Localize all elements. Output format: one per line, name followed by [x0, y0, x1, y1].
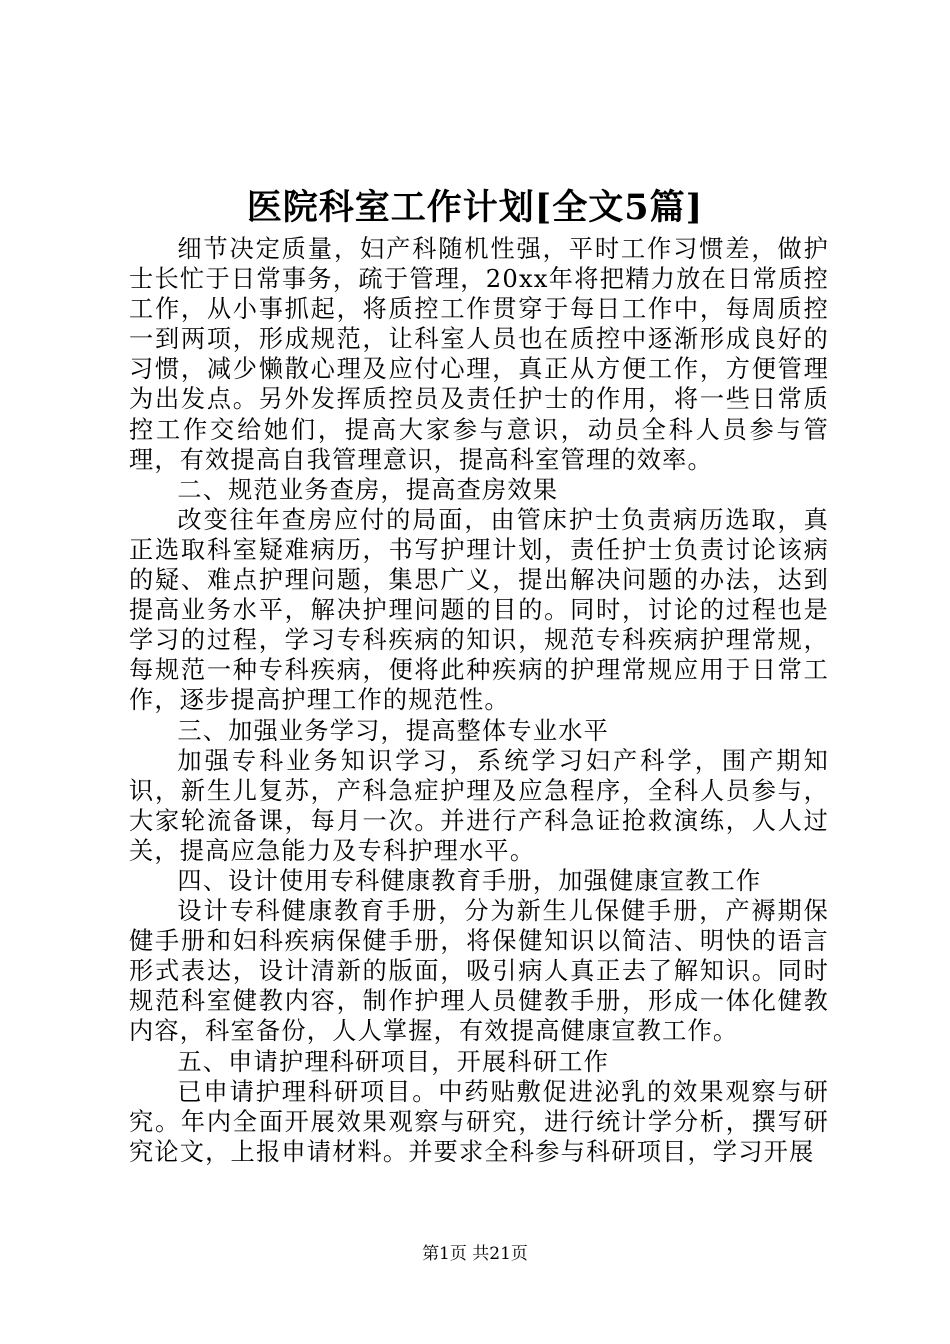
section-heading-2: 二、规范业务查房，提高查房效果 — [177, 475, 559, 504]
paragraph-4: 设计专科健康教育手册，分为新生儿保健手册，产褥期保健手册和妇科疾病保健手册，将保健知识以简洁、明快的语言形式表达，设计清新的版面，吸引病人真正去了解知识。同时规范科室健教内容，制作护理人员健教手册，形成一体化健教内容，科室备份，人人掌握，有效提高健康宣教工作。 — [129, 897, 829, 1046]
section-heading-4: 四、设计使用专科健康教育手册，加强健康宣教工作 — [177, 866, 762, 895]
section-heading-5: 五、申请护理科研项目，开展科研工作 — [177, 1047, 609, 1076]
paragraph-intro: 细节决定质量，妇产科随机性强，平时工作习惯差，做护士长忙于日常事务，疏于管理，20xx年将把精力放在日常质控工作，从小事抓起，将质控工作贯穿于每日工作中，每周质控一到两项，形成规范，让科室人员也在质控中逐渐形成良好的习惯，减少懒散心理及应付心理，真正从方便工作，方便管理为出发点。另外发挥质控员及责任护士的作用，将一些日常质控工作交给她们，提高大家参与意识，动员全科人员参与管理，有效提高自我管理意识，提高科室管理的效率。 — [129, 235, 829, 474]
section-heading-3: 三、加强业务学习，提高整体专业水平 — [177, 716, 609, 745]
paragraph-2: 改变往年查房应付的局面，由管床护士负责病历选取，真正选取科室疑难病历，书写护理计划，责任护士负责讨论该病的疑、难点护理问题，集思广义，提出解决问题的办法，达到提高业务水平，解决护理问题的目的。同时，讨论的过程也是学习的过程，学习专科疾病的知识，规范专科疾病护理常规，每规范一种专科疾病，便将此种疾病的护理常规应用于日常工作，逐步提高护理工作的规范性。 — [129, 505, 829, 715]
paragraph-3: 加强专科业务知识学习，系统学习妇产科学，围产期知识，新生儿复苏，产科急症护理及应急程序，全科人员参与，大家轮流备课，每月一次。并进行产科急证抢救演练，人人过关，提高应急能力及专科护理水平。 — [129, 746, 829, 865]
document-title: 医院科室工作计划[全文5篇] — [246, 187, 704, 228]
document-body — [129, 234, 829, 1167]
paragraph-5: 已申请护理科研项目。中药贴敷促进泌乳的效果观察与研究。年内全面开展效果观察与研究，进行统计学分析，撰写研究论文，上报申请材料。并要求全科参与科研项目，学习开展 — [129, 1077, 829, 1166]
page-number-footer: 第1页 共21页 — [422, 1244, 528, 1264]
